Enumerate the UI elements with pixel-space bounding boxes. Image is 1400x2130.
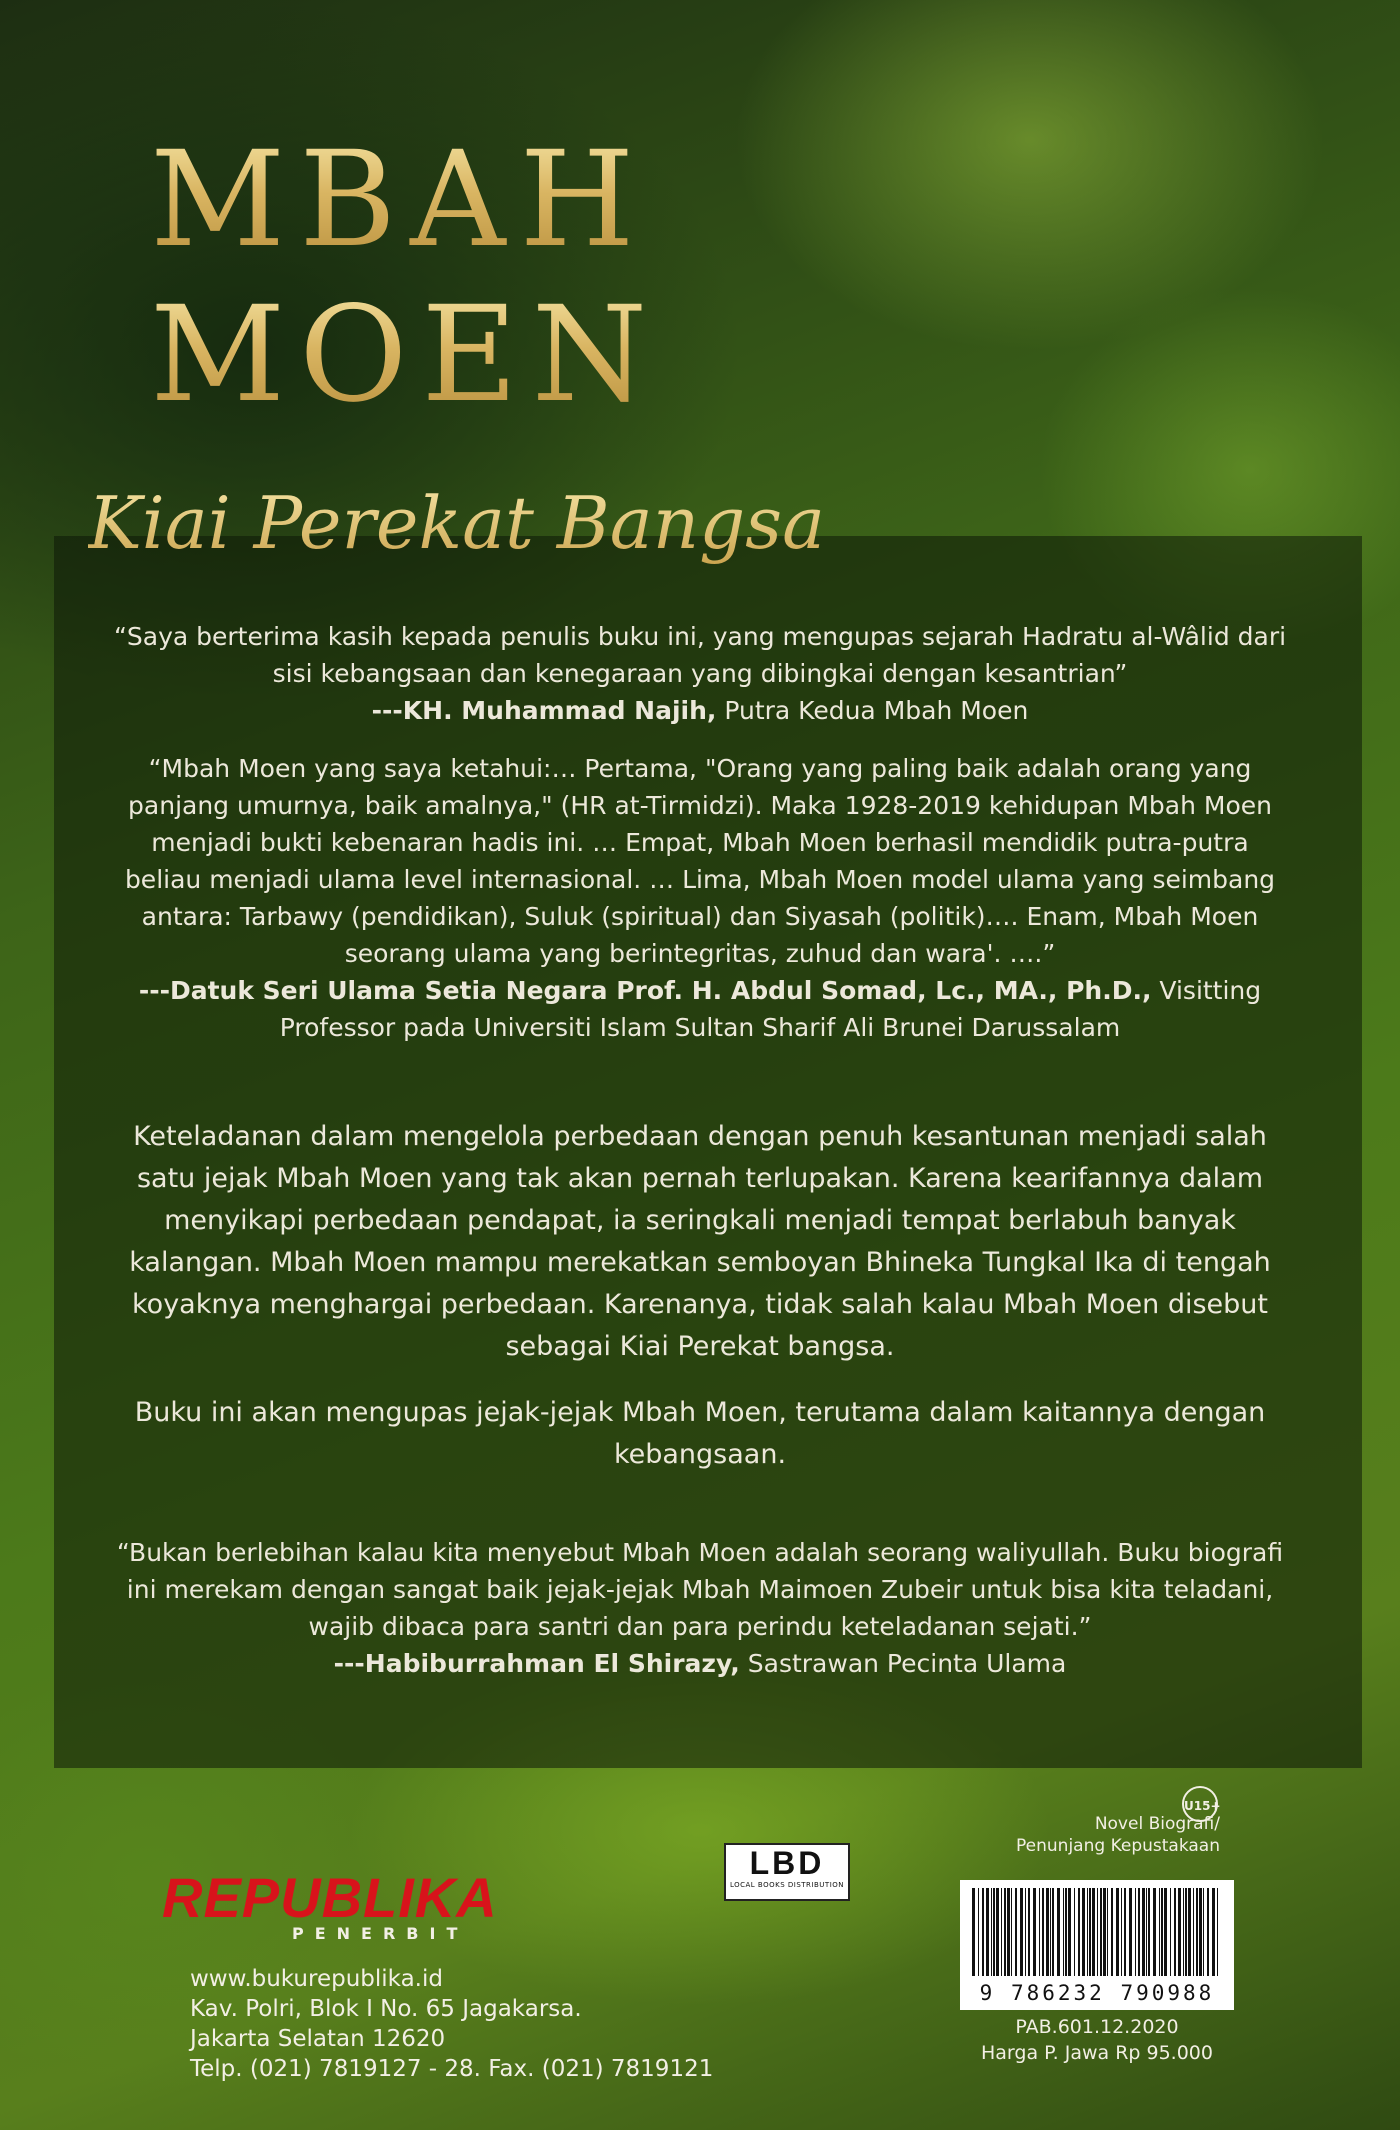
- barcode-bar: [1161, 1888, 1163, 1976]
- quote-author: ---Datuk Seri Ulama Setia Negara Prof. H. Abdul Somad, Lc., MA., Ph.D.,: [138, 976, 1152, 1005]
- barcode-bar: [1188, 1888, 1191, 1976]
- barcode-bar: [1183, 1888, 1184, 1976]
- barcode-bar: [1135, 1888, 1136, 1976]
- quote-attribution: [110, 972, 1290, 1046]
- barcode-bar: [1178, 1888, 1181, 1976]
- publisher-contact: [190, 1964, 713, 2084]
- quote-author: ---Habiburrahman El Shirazy,: [333, 1649, 740, 1678]
- quote-attribution: [110, 692, 1290, 729]
- barcode-bar: [1068, 1888, 1071, 1976]
- barcode-bar: [986, 1888, 989, 1976]
- barcode-bar: [1046, 1888, 1049, 1976]
- quote-role: Putra Kedua Mbah Moen: [716, 696, 1029, 725]
- barcode-bar: [1174, 1888, 1176, 1976]
- publisher-website: www.bukurepublika.id: [190, 1966, 443, 1992]
- barcode-bar: [1042, 1888, 1044, 1976]
- barcode-bar: [1001, 1888, 1002, 1976]
- barcode-bar: [1050, 1888, 1051, 1976]
- publisher-address-1: Kav. Polri, Blok I No. 65 Jagakarsa.: [190, 1996, 582, 2022]
- endorsement-quote-3: [110, 1534, 1290, 1682]
- barcode-bar: [1039, 1888, 1040, 1976]
- barcode-bar: [1052, 1888, 1054, 1976]
- barcode-bar: [1020, 1888, 1023, 1976]
- barcode-bar: [1207, 1888, 1209, 1976]
- barcode-bar: [1087, 1888, 1088, 1976]
- book-title-line1: MBAH: [150, 125, 850, 275]
- barcode-bar: [1065, 1888, 1067, 1976]
- barcode-bar: [1097, 1888, 1098, 1976]
- barcode-bar: [993, 1888, 995, 1976]
- barcode-bar: [1193, 1888, 1194, 1976]
- barcode-bar: [1199, 1888, 1202, 1976]
- quote-text: “Mbah Moen yang saya ketahui:… Pertama, "Orang yang paling baik adalah orang yang panjang umurnya, baik amalnya," (HR at-Tirmidzi). Maka 1928-2019 kehidupan Mbah Moen menjadi bukti kebenaran hadis ini. … Empat, Mbah Moen berhasil mendidik putra-putra beliau menjadi ulama level internasional. … Lima, Mbah Moen model ulama yang seimbang antara: Tarbawy (pendidikan), Suluk (spiritual) dan Siyasah (politik)…. Enam, Mbah Moen seorang ulama yang berintegritas, zuhud dan wara'. ….”: [124, 754, 1276, 968]
- quote-text: “Saya berterima kasih kepada penulis buku ini, yang mengupas sejarah Hadratu al-Wâlid dari sisi kebangsaan dan kenegaraan yang dibingkai dengan kesantrian”: [113, 622, 1287, 688]
- barcode-bar: [996, 1888, 999, 1976]
- price-info: [960, 2014, 1234, 2066]
- barcode-bar: [1159, 1888, 1160, 1976]
- barcode-bar: [1203, 1888, 1204, 1976]
- barcode-bar: [1196, 1888, 1198, 1976]
- barcode-bar: [1089, 1888, 1091, 1976]
- quote-role: Sastrawan Pecinta Ulama: [739, 1649, 1067, 1678]
- publisher-logo-subtitle: PENERBIT: [292, 1924, 469, 1943]
- publisher-logo: REPUBLIKA: [162, 1866, 498, 1929]
- price: Harga P. Jawa Rp 95.000: [981, 2042, 1213, 2064]
- barcode-bar: [982, 1888, 984, 1976]
- barcode-bar: [1103, 1888, 1106, 1976]
- barcode-bar: [1116, 1888, 1119, 1976]
- endorsement-quote-2: [110, 750, 1290, 1046]
- distributor-name: LOCAL BOOKS DISTRIBUTION: [729, 1881, 845, 1889]
- barcode-bar: [1129, 1888, 1132, 1976]
- genre-line-1: Novel Biografi/: [1094, 1814, 1220, 1834]
- barcode-bar: [1148, 1888, 1150, 1976]
- barcode-bar: [1170, 1888, 1171, 1976]
- genre-line-2: Penunjang Kepustakaan: [1016, 1836, 1220, 1856]
- barcode-bar: [1063, 1888, 1064, 1976]
- distributor-logo-mark: LBD: [749, 1845, 825, 1881]
- genre-label: [1000, 1813, 1220, 1857]
- distributor-logo: [724, 1843, 850, 1901]
- barcode-bar: [1074, 1888, 1075, 1976]
- barcode-bar: [1082, 1888, 1085, 1976]
- barcode-bar: [972, 1888, 975, 1976]
- barcode-bar: [1033, 1888, 1036, 1976]
- barcode-bar: [1107, 1888, 1108, 1976]
- barcode-bar: [1111, 1888, 1113, 1976]
- barcode-bar: [1011, 1888, 1012, 1976]
- barcode-bar: [1004, 1888, 1006, 1976]
- barcode-bar: [978, 1888, 979, 1976]
- quote-text: “Bukan berlebihan kalau kita menyebut Mbah Moen adalah seorang waliyullah. Buku biografi ini merekam dengan sangat baik jejak-jejak Mbah Maimoen Zubeir untuk bisa kita teladani, wajib dibaca para santri dan para perindu keteladanan sejati.”: [116, 1538, 1284, 1641]
- barcode-bar: [1121, 1888, 1122, 1976]
- quote-author: ---KH. Muhammad Najih,: [371, 696, 717, 725]
- publisher-phone: Telp. (021) 7819127 - 28. Fax. (021) 7819121: [190, 2056, 714, 2082]
- barcode-bar: [991, 1888, 992, 1976]
- barcode-bar: [1092, 1888, 1095, 1976]
- quote-attribution: [110, 1645, 1290, 1682]
- catalog-code: PAB.601.12.2020: [1015, 2016, 1179, 2038]
- barcode-bar: [1057, 1888, 1060, 1976]
- barcode-bar: [1028, 1888, 1030, 1976]
- endorsement-quote-1: [110, 618, 1290, 729]
- barcode-bar: [1007, 1888, 1010, 1976]
- barcode-bar: [1078, 1888, 1080, 1976]
- barcode-bar: [1185, 1888, 1187, 1976]
- synopsis-paragraph-2: Buku ini akan mengupas jejak-jejak Mbah Moen, terutama dalam kaitannya dengan kebangsaan.: [134, 1397, 1266, 1470]
- barcode-bar: [1015, 1888, 1017, 1976]
- barcode-bar: [1124, 1888, 1126, 1976]
- book-subtitle: Kiai Perekat Bangsa: [88, 478, 825, 568]
- barcode-bar: [1025, 1888, 1026, 1976]
- barcode-bar: [1217, 1888, 1218, 1976]
- isbn-barcode: [960, 1880, 1234, 2010]
- book-title-line2: MOEN: [150, 280, 850, 430]
- barcode-bar: [1164, 1888, 1167, 1976]
- barcode-bar: [1212, 1888, 1215, 1976]
- age-rating-badge: U15+: [1182, 1786, 1218, 1822]
- publisher-address-2: Jakarta Selatan 12620: [190, 2026, 446, 2052]
- barcode-bar: [1153, 1888, 1156, 1976]
- barcode-bar: [1100, 1888, 1102, 1976]
- barcode-bar: [1142, 1888, 1145, 1976]
- isbn-number: 9 786232 790988: [979, 1981, 1215, 2005]
- quote-role: Visitting Professor pada Universiti Islam Sultan Sharif Ali Brunei Darussalam: [279, 976, 1262, 1042]
- barcode-bar: [1138, 1888, 1140, 1976]
- synopsis-paragraph-1: Keteladanan dalam mengelola perbedaan dengan penuh kesantunan menjadi salah satu jejak Mbah Moen yang tak akan pernah terlupakan. Karena kearifannya dalam menyikapi perbedaan pendapat, ia seringkali menjadi tempat berlabuh banyak kalangan. Mbah Moen mampu merekatkan semboyan Bhineka Tungkal Ika di tengah koyaknya menghargai perbedaan. Karenanya, tidak salah kalau Mbah Moen disebut sebagai Kiai Perekat bangsa.: [129, 1121, 1271, 1362]
- barcode-bars: [970, 1888, 1224, 1976]
- barcode-bar: [1146, 1888, 1147, 1976]
